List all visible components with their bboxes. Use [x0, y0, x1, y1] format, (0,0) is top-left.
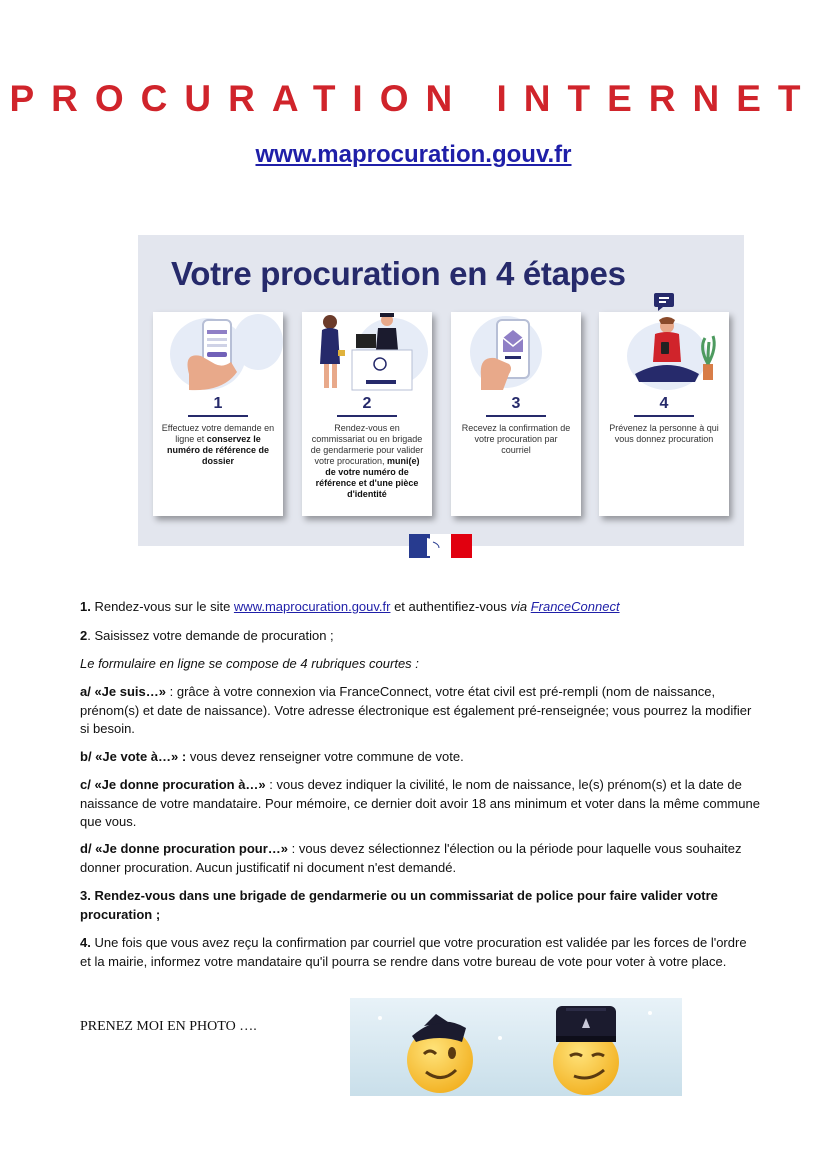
step-number: 1: [213, 395, 223, 412]
step-text: Recevez la confirmation de votre procuration par courriel: [461, 423, 571, 455]
marianne-logo: [409, 534, 472, 558]
step-card-1: [153, 312, 283, 516]
photo-caption: PRENEZ MOI EN PHOTO ….: [80, 1019, 257, 1034]
franceconnect-link[interactable]: FranceConnect: [530, 599, 620, 614]
step-card-3: [451, 312, 581, 516]
police-desk-illustration: [302, 312, 432, 392]
section-je-suis: a/ «Je suis…» : grâce à votre connexion via FranceConnect, votre état civil est pré-rempli (nom de naissance, prénom(s) et date de naissance). Votre adresse électronique est également pré-renseignée; vous pourrez la modifier si besoin.: [80, 684, 752, 736]
phone-mail-illustration: [451, 312, 581, 392]
police-emoji: [553, 1006, 619, 1095]
step-number: 4: [659, 395, 669, 412]
paragraph-step-3: 3. Rendez-vous dans une brigade de gendarmerie ou un commissariat de police pour faire valider votre procuration ;: [80, 888, 718, 922]
paragraph-step-1: 1. Rendez-vous sur le site www.maprocuration.gouv.fr et authentifiez-vous via FranceConnect: [80, 599, 620, 614]
phone-hand-illustration: [153, 312, 283, 392]
site-link-container: [0, 141, 827, 169]
section-je-donne-procuration-a: c/ «Je donne procuration à…» : vous devez indiquer la civilité, le nom de naissance, le(s) prénom(s) et la date de naissance de votre mandataire. Pour mémoire, ce dernier doit avoir 18 ans minimum et voter dans la même commune que vous.: [80, 777, 760, 829]
paragraph-step-4: 4. Une fois que vous avez reçu la confirmation par courriel que votre procuration est validée par les forces de l'ordre et la mairie, informez votre mandataire qu'il pourra se rendre dans votre bureau de vote pour voter à votre place.: [80, 935, 747, 969]
section-je-vote: b/ «Je vote à…» : vous devez renseigner votre commune de vote.: [80, 749, 464, 764]
step-divider: [188, 415, 248, 417]
step-divider: [337, 415, 397, 417]
page-title: PROCURATION INTERNET: [9, 78, 818, 119]
message-icon: [654, 293, 674, 311]
paragraph-step-2: 2. Saisissez votre demande de procuration ;: [80, 628, 334, 643]
form-intro: Le formulaire en ligne se compose de 4 rubriques courtes :: [80, 656, 419, 671]
step-number: 2: [362, 395, 372, 412]
step-number: 3: [511, 395, 521, 412]
steps-infographic: [138, 235, 744, 546]
infographic-title: Votre procuration en 4 étapes: [171, 255, 626, 292]
person-phone-illustration: [599, 312, 729, 392]
section-je-donne-procuration-pour: d/ «Je donne procuration pour…» : vous devez sélectionnez l'élection ou la période pour laquelle vous souhaitez donner procuration. Aucun justificatif ni document n'est demandé.: [80, 841, 742, 875]
step-text: Effectuez votre demande en ligne et conservez le numéro de référence de dossier: [161, 423, 275, 466]
emoji-illustration: [350, 998, 682, 1096]
step-divider: [634, 415, 694, 417]
step-text: Rendez-vous en commissariat ou en brigade de gendarmerie pour valider votre procuration, muni(e) de votre numéro de référence et d'une pièce d'identité: [310, 423, 424, 499]
step-text: Prévenez la personne à qui vous donnez procuration: [609, 423, 719, 444]
step-divider: [486, 415, 546, 417]
step-card-4: [599, 312, 729, 516]
step-card-2: [302, 312, 432, 516]
maprocuration-link[interactable]: www.maprocuration.gouv.fr: [255, 141, 572, 168]
maprocuration-inline-link[interactable]: www.maprocuration.gouv.fr: [233, 599, 391, 614]
